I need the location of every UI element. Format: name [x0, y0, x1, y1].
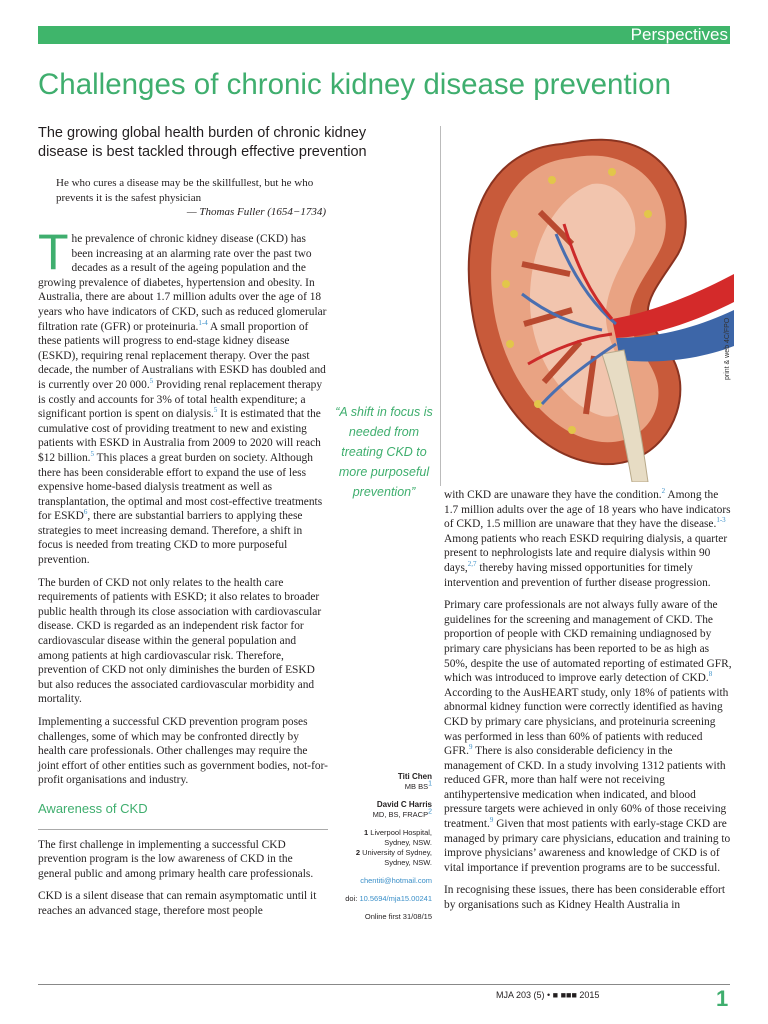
epigraph-text: He who cures a disease may be the skillfullest, but he who prevents it is the safest physician	[56, 177, 314, 204]
section-bar	[38, 26, 730, 44]
reference-link[interactable]: 5	[90, 450, 95, 459]
author-degree: MB $BS^1$	[404, 780, 432, 791]
paragraph-7: Primary care professionals are not always fully aware of the guidelines for the screening and management of CKD. The proportion of people with CKD remaining undiagnosed by primary care physicians has been reported to be as high as 50%, despite the use of automated reporting of estimated GFR, which was introduced to improve early detection of CKD.$^8$ According to the AusHEART study, only 18% of patients with abnormal kidney function were correctly identified as having CKD by primary care physicians, and proteinuria screening was performed in less than 60% of patients with reduced GFR.$^9$ There is also considerable deficiency in the management of CKD. In a study involving 1312 patients with reduced GFR, more than half were not receiving antihypertensive medication when indicated, and blood pressure targets were achieved in only 60% of those receiving treatment.$^9$ Given that most patients with early-stage CKD are managed by primary care physicians, education and training to improve physicians’ awareness and knowledge of CKD is of vital importance if prevention programs are to be successful.	[444, 599, 732, 874]
pull-quote: “A shift in focus is needed from treating CKD to more purposeful prevention”	[335, 405, 433, 499]
doi: doi: 10.5694/mja15.00241	[345, 894, 432, 903]
paragraph-6: with CKD are unaware they have the condition.$^2$ Among the 1.7 million adults over the age of 18 years who have indicators of CKD, 1.5 million are unaware that they have the disease.$^{1-3}$ Among patients who reach ESKD requiring dialysis, a quarter present to nephrologists late and require dialysis within 90 days,$^{2,7}$ thereby having missed opportunities for timely intervention and prevention of further disease progression.	[444, 487, 731, 589]
paragraph-8: In recognising these issues, there has been considerable effort by organisations such as Kidney Health Australia in	[444, 884, 725, 912]
paragraph-1: The prevalence of chronic kidney disease (CKD) has been increasing at an alarming rate over the past two decades as a result of the ageing population and the growing prevalence of diabetes, hypertension and obesity. In Australia, there are about 1.7 million adults over the age of 18 years who have indicators of CKD, such as reduced glomerular filtration rate (GFR) or proteinuria.$^{1-4}$ A small proportion of these patients will progress to end-stage kidney disease (ESKD), requiring renal replacement therapy. Over the past decade, the number of Australians with ESKD has doubled and is currently over 20 000.$^5$ Providing renal replacement therapy is costly and accounts for 3% of total health expenditure; a significant portion is spent on dialysis.$^5$ It is estimated that the cumulative cost of providing treatment to new and existing patients with ESKD in Australia from 2009 to 2020 will reach $12 billion.$^5$ This places a great burden on society. Although there has been considerable effort to expand the use of less expensive home-based dialysis treatment as well as transplantation, the optimal and most cost-effective treatments for ESKD$^6$, there are substantial barriers to applying these strategies to meet increasing demand. Therefore, a shift in focus is needed from treating CKD to more purposeful prevention.	[38, 224, 327, 567]
author-name: Titi Chen	[397, 772, 432, 781]
author-degree: MD, BS, FRACP$^2$	[372, 808, 432, 819]
paragraph-4: The first challenge in implementing a successful CKD prevention program is the low awareness of CKD in the general public and among primary health care professionals.	[38, 838, 314, 880]
paragraph-2: The burden of CKD not only relates to the health care requirements of patients with ESKD; it also relates to broader public health through its close association with cardiovascular disease. CKD is regarded as an independent risk factor for cardiovascular disease within the general population and among patients at high cardiovascular risk. Therefore, prevention of CKD not only diminishes the burden of ESKD but also reduces the associated cardiovascular morbidity and mortality.	[38, 576, 322, 706]
heading-rule	[38, 829, 328, 830]
author-name: David C Harris	[376, 800, 432, 809]
column-divider	[440, 126, 441, 486]
reference-link[interactable]: 8	[708, 670, 713, 679]
drop-cap: T	[38, 224, 69, 280]
article-subtitle: The growing global health burden of chronic kidney disease is best tackled through effective prevention	[38, 125, 367, 160]
epigraph	[56, 176, 326, 220]
doi-link[interactable]: 10.5694/mja15.00241	[359, 894, 432, 903]
kidney-illustration	[452, 124, 734, 482]
reference-link[interactable]: 9	[469, 743, 473, 752]
right-column	[444, 488, 732, 921]
section-heading-awareness: Awareness of CKD	[38, 800, 148, 816]
reference-link[interactable]: 2,7	[467, 560, 477, 569]
author-email-link[interactable]: chentiti@hotmail.com	[360, 876, 432, 885]
epigraph-attribution: — Thomas Fuller (1654−1734)	[186, 206, 326, 218]
reference-link[interactable]: 5	[149, 377, 154, 386]
reference-link[interactable]: 5	[213, 406, 218, 415]
reference-link[interactable]: 2	[661, 487, 666, 496]
author-block	[338, 772, 432, 922]
reference-link[interactable]: 1-4	[198, 318, 208, 327]
section-label: Perspectives	[630, 25, 728, 44]
page-number: 1	[716, 986, 729, 1011]
footer-rule	[38, 984, 730, 985]
image-credit: print & web 4C/FPO	[724, 317, 731, 380]
paragraph-5: CKD is a silent disease that can remain asymptomatic until it reaches an advanced stage, therefore most people	[38, 890, 317, 917]
online-first-date: Online first 31/08/15	[364, 912, 432, 921]
reference-link[interactable]: 6	[83, 508, 88, 517]
affiliation: 2 University of Sydney, Sydney, NSW.	[355, 848, 432, 867]
affiliation: 1 Liverpool Hospital, Sydney, NSW.	[364, 828, 432, 847]
paragraph-3: Implementing a successful CKD prevention program poses challenges, some of which may be confronted directly by health care professionals. Other challenges may require the joint effort of other entities such as government bodies, not-for-profit organisations and industry.	[38, 716, 328, 787]
journal-citation: MJA 203 (5) • ■ ■■■ 2015	[496, 990, 600, 1000]
reference-link[interactable]: 1-3	[716, 516, 726, 525]
left-column	[38, 224, 328, 927]
article-title: Challenges of chronic kidney disease prevention	[38, 68, 671, 101]
reference-link[interactable]: 9	[489, 816, 494, 825]
